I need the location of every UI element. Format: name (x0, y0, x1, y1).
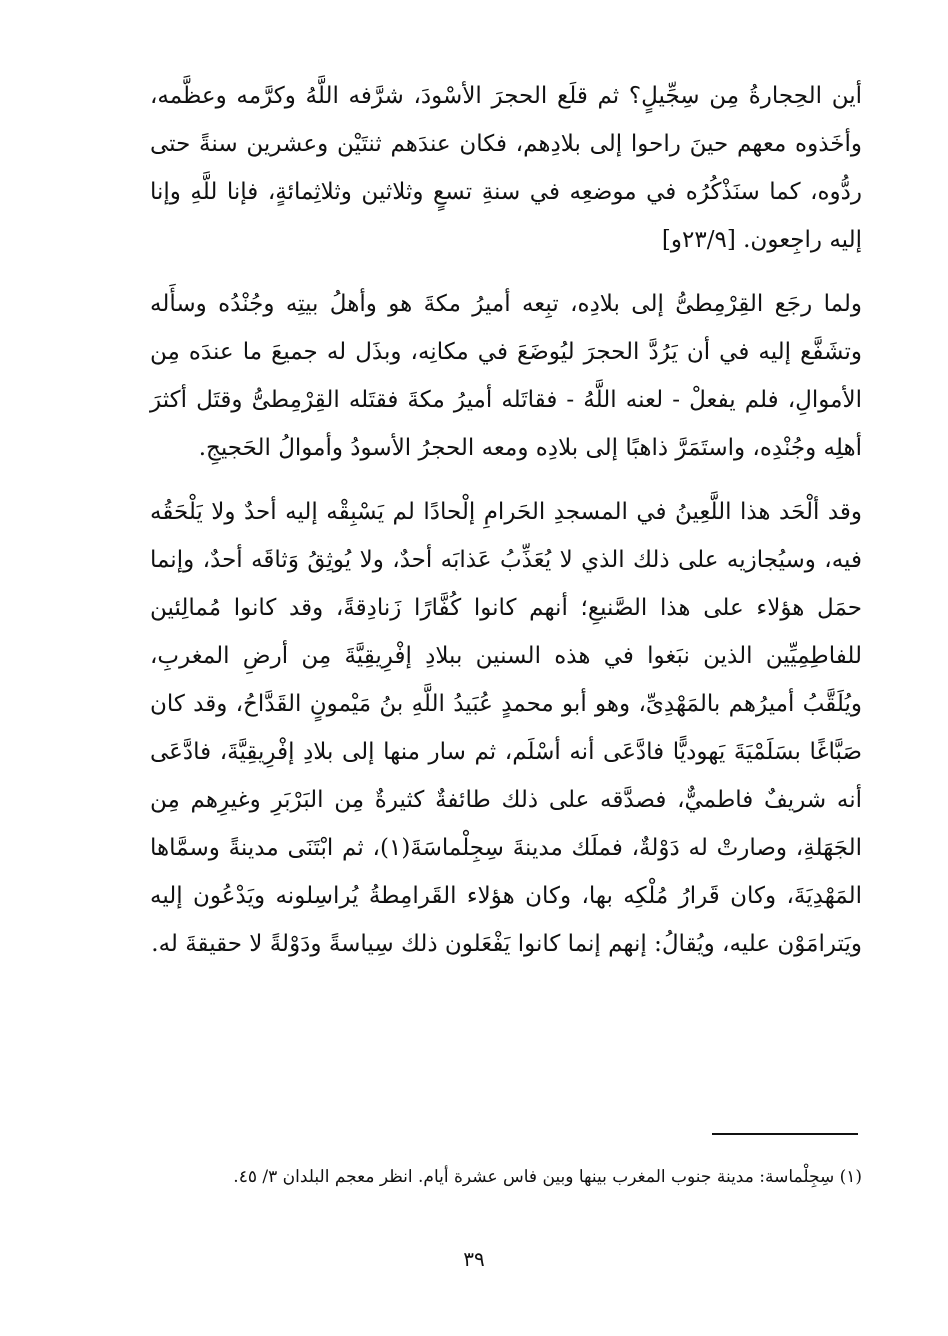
page-number: ٣٩ (463, 1247, 485, 1271)
paragraph-2: ولما رجَع القِرْمِطىُّ إلى بلادِه، تبِعه أميرُ مكةَ هو وأهلُ بيتِه وجُنْدُه وسأَله وتشَفَّع إليه في أن يَرُدَّ الحجرَ ليُوضَعَ في مكانِه، وبذَل له جميعَ ما عندَه مِن الأموالِ، فلم يفعلْ - لعنه اللَّهُ - فقاتَله أميرُ مكةَ فقتَله القِرْمِطىُّ وقتَل أكثرَ أهلِه وجُنْدِه، واستَمَرَّ ذاهبًا إلى بلادِه ومعه الحجرُ الأسودُ وأموالُ الحَجيجِ. (150, 291, 862, 461)
main-text (150, 72, 862, 984)
footnote-divider (712, 1133, 858, 1135)
paragraph-3: وقد ألْحَد هذا اللَّعِينُ في المسجدِ الحَرامِ إلْحادًا لم يَسْبِقْه إليه أحدٌ ولا يَلْحَقُه فيه، وسيُجازيه على ذلك الذي لا يُعَذِّبُ عَذابَه أحدٌ، ولا يُوثِقُ وَثاقَه أحدٌ، وإنما حمَل هؤلاء على هذا الصَّنيعِ؛ أنهم كانوا كُفَّارًا زَنادِقةً، وقد كانوا مُمالِئين للفاطِمِيِّين الذين نبَغوا في هذه السنين ببلادِ إفْرِيقِيَّةَ مِن أرضِ المغربِ، ويُلَقَّبُ أميرُهم بالمَهْدِىِّ، وهو أبو محمدٍ عُبَيدُ اللَّهِ بنُ مَيْمونٍ القَدَّاحُ، وقد كان صَبَّاغًا بسَلَمْيَةَ يَهوديًّا فادَّعَى أنه أسْلَم، ثم سار منها إلى بلادِ إفْرِيقِيَّةَ، فادَّعَى أنه شريفٌ فاطميٌّ، فصدَّقه على ذلك طائفةٌ كثيرةٌ مِن البَرْبَرِ وغيرِهم مِن الجَهَلةِ، وصارتْ له دَوْلةٌ، فملَك مدينةَ سِجِلْماسَةَ(١)، ثم ابْتَنَى مدينةً وسمَّاها المَهْدِيَةَ، وكان قَرارُ مُلْكِه بها، وكان هؤلاء القَرامِطةُ يُراسِلونه ويَدْعُون إليه ويَترامَوْن عليه، ويُقالُ: إنهم إنما كانوا يَفْعَلون ذلك سِياسةً ودَوْلةً لا حقيقةَ له. (150, 499, 863, 957)
paragraph-1: أين الحِجارةُ مِن سِجِّيلٍ؟ ثم قلَع الحجرَ الأسْودَ، شرَّفه اللَّهُ وكرَّمه وعظَّمه، وأخَذوه معهم حينَ راحوا إلى بلادِهم، فكان عندَهم ثنتَيْن وعشرين سنةً حتى ردُّوه، كما سنَذْكُرُه في موضعِه في سنةِ تسعٍ وثلاثين وثلاثِمائةٍ، فإنا للَّهِ وإنا إليه راجِعون. [٢٣/٩و] (150, 83, 862, 253)
footnote: (١) سِجِلْماسة: مدينة جنوب المغرب بينها وبين فاس عشرة أيام. انظر معجم البلدان ٣/ ٤٥. (233, 1167, 862, 1187)
